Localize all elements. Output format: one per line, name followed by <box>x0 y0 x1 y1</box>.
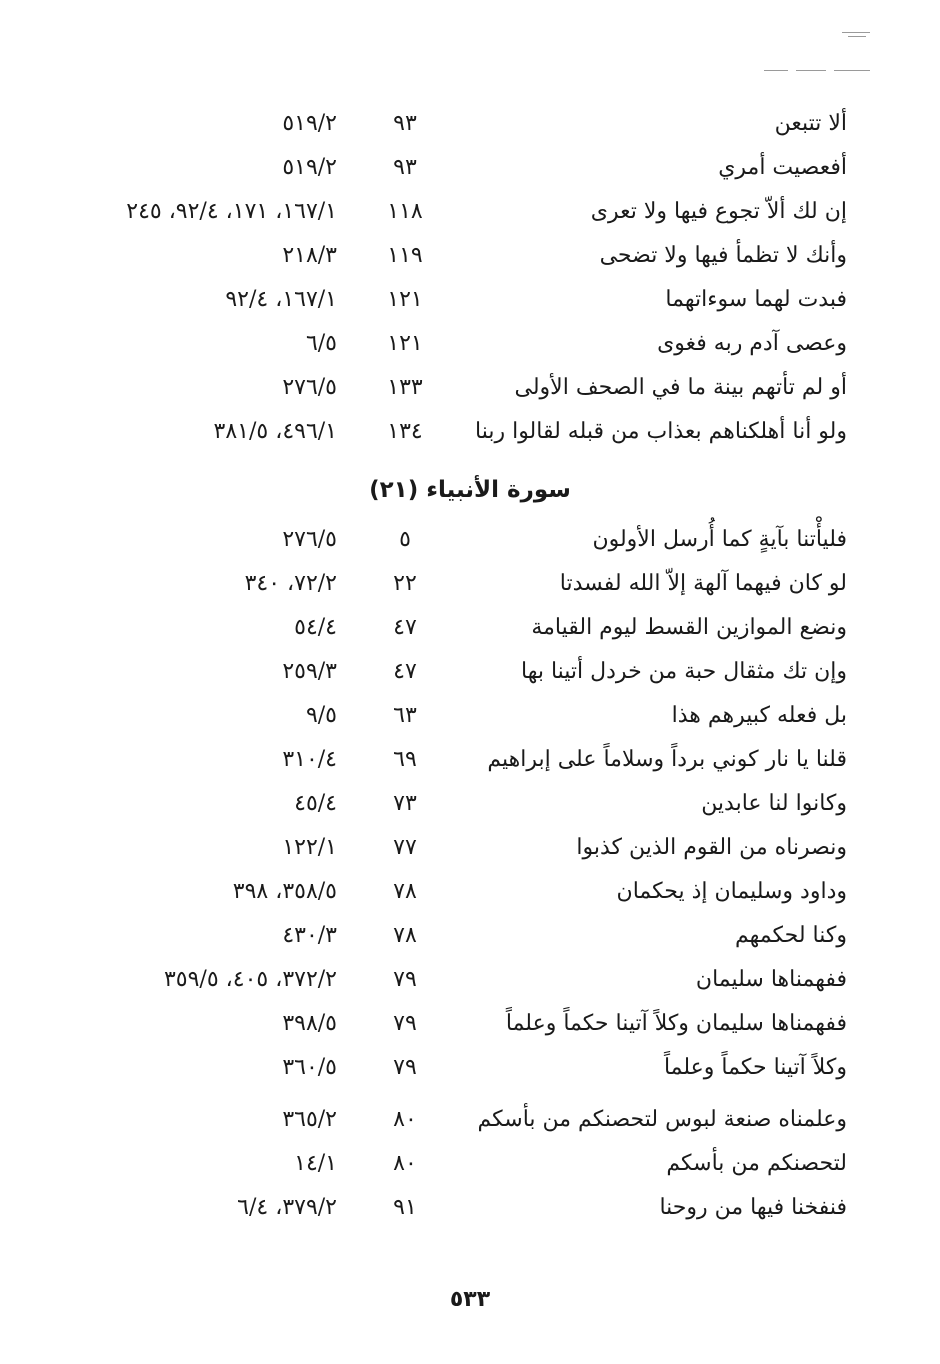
index-row <box>0 562 940 606</box>
verse-text: فبدت لهما سوءاتهما <box>665 287 847 312</box>
verse-text: إن لك ألاّ تجوع فيها ولا تعرى <box>590 199 847 224</box>
verse-text: ففهمناها سليمان <box>695 967 847 992</box>
page-number: ٥٣٣ <box>449 1287 491 1312</box>
verse-text: ففهمناها سليمان وكلاً آتينا حكماً وعلماً <box>505 1011 847 1036</box>
verse-number: ٦٣ <box>393 703 417 728</box>
verse-number: ١٢١ <box>387 287 423 312</box>
page-reference: ٩/٥ <box>305 703 337 728</box>
verse-number: ٧٩ <box>393 1055 417 1080</box>
verse-number: ٧٩ <box>393 1011 417 1036</box>
page-reference: ٦/٥ <box>305 331 337 356</box>
verse-number: ١٢١ <box>387 331 423 356</box>
index-row <box>0 1186 940 1230</box>
page-reference: ١٤/١ <box>294 1151 337 1176</box>
page-reference: ٣٦٠/٥ <box>282 1055 337 1080</box>
verse-number: ٧٣ <box>393 791 417 816</box>
verse-text: أفعصيت أمري <box>718 155 847 180</box>
page-reference: ٣٧٢/٢، ٤٠٥، ٣٥٩/٥ <box>163 967 337 992</box>
page-reference: ٢٥٩/٣ <box>282 659 337 684</box>
verse-number: ٤٧ <box>393 659 417 684</box>
verse-number: ٢٢ <box>393 571 417 596</box>
index-row <box>0 518 940 562</box>
index-row <box>0 410 940 454</box>
index-row <box>0 234 940 278</box>
page-reference: ٢٧٦/٥ <box>282 375 337 400</box>
page-reference: ٣٥٨/٥، ٣٩٨ <box>232 879 337 904</box>
page-reference: ١٦٧/١، ٩٢/٤ <box>225 287 337 312</box>
verse-number: ١٣٤ <box>387 419 423 444</box>
index-row <box>0 694 940 738</box>
verse-text: بل فعله كبيرهم هذا <box>671 703 847 728</box>
verse-text: ألا تتبعن <box>774 111 847 136</box>
verse-text: وإن تك مثقال حبة من خردل أتينا بها <box>520 659 847 684</box>
page-reference: ٣١٠/٤ <box>282 747 337 772</box>
index-row <box>0 1098 940 1142</box>
index-row <box>0 278 940 322</box>
verse-text: لتحصنكم من بأسكم <box>666 1151 847 1176</box>
verse-number: ١٣٣ <box>387 375 423 400</box>
index-row <box>0 146 940 190</box>
index-row <box>0 1046 940 1090</box>
verse-text: فنفخنا فيها من روحنا <box>659 1195 847 1220</box>
page-reference: ٥١٩/٢ <box>282 155 337 180</box>
page-reference: ٢٧٦/٥ <box>282 527 337 552</box>
page-reference: ٤٥/٤ <box>294 791 337 816</box>
index-row <box>0 958 940 1002</box>
verse-text: وكنا لحكمهم <box>735 923 847 948</box>
verse-number: ٥ <box>399 527 411 552</box>
verse-number: ٨٠ <box>393 1151 417 1176</box>
verse-text: وعلمناه صنعة لبوس لتحصنكم من بأسكم <box>477 1107 847 1132</box>
verse-number: ٧٨ <box>393 923 417 948</box>
scan-specks <box>750 26 870 86</box>
index-row <box>0 870 940 914</box>
page-reference: ٥٤/٤ <box>294 615 337 640</box>
verse-text: ونصرناه من القوم الذين كذبوا <box>576 835 847 860</box>
index-row <box>0 1142 940 1186</box>
page-reference: ١٦٧/١، ١٧١، ٩٢/٤، ٢٤٥ <box>126 199 337 224</box>
index-row <box>0 606 940 650</box>
index-row <box>0 1002 940 1046</box>
page-reference: ٤٣٠/٣ <box>282 923 337 948</box>
verse-text: قلنا يا نار كوني برداً وسلاماً على إبراهيم <box>487 747 847 772</box>
index-row <box>0 826 940 870</box>
index-row <box>0 914 940 958</box>
verse-text: وأنك لا تظمأ فيها ولا تضحى <box>599 243 847 268</box>
verse-number: ١١٨ <box>387 199 423 224</box>
verse-number: ١١٩ <box>387 243 423 268</box>
page-reference: ٧٢/٢، ٣٤٠ <box>244 571 337 596</box>
page-reference: ٢١٨/٣ <box>282 243 337 268</box>
index-row <box>0 322 940 366</box>
verse-number: ٩١ <box>393 1195 417 1220</box>
page-reference: ٥١٩/٢ <box>282 111 337 136</box>
verse-number: ٤٧ <box>393 615 417 640</box>
page-reference: ٣٦٥/٢ <box>282 1107 337 1132</box>
verse-text: فليأْتنا بآيةٍ كما أُرسل الأولون <box>592 527 847 552</box>
verse-number: ٨٠ <box>393 1107 417 1132</box>
verse-number: ٩٣ <box>393 155 417 180</box>
index-row <box>0 782 940 826</box>
verse-text: وكلاً آتينا حكماً وعلماً <box>663 1055 847 1080</box>
index-row <box>0 366 940 410</box>
page-reference: ٤٩٦/١، ٣٨١/٥ <box>213 419 337 444</box>
verse-text: أو لم تأتهم بينة ما في الصحف الأولى <box>514 375 847 400</box>
verse-number: ٧٩ <box>393 967 417 992</box>
verse-number: ٧٨ <box>393 879 417 904</box>
page-reference: ٣٩٨/٥ <box>282 1011 337 1036</box>
verse-number: ٦٩ <box>393 747 417 772</box>
surah-heading: سورة الأنبياء (٢١) <box>369 477 571 503</box>
verse-text: ولو أنا أهلكناهم بعذاب من قبله لقالوا ربنا <box>475 419 847 444</box>
index-row <box>0 102 940 146</box>
verse-text: لو كان فيهما آلهة إلاّ الله لفسدتا <box>559 571 847 596</box>
verse-text: وعصى آدم ربه فغوى <box>657 331 847 356</box>
index-row <box>0 738 940 782</box>
index-row <box>0 650 940 694</box>
page-reference: ٣٧٩/٢، ٦/٤ <box>237 1195 337 1220</box>
page-reference: ١٢٢/١ <box>282 835 337 860</box>
verse-text: وكانوا لنا عابدين <box>701 791 847 816</box>
index-row <box>0 190 940 234</box>
verse-number: ٧٧ <box>393 835 417 860</box>
verse-text: وداود وسليمان إذ يحكمان <box>616 879 847 904</box>
verse-text: ونضع الموازين القسط ليوم القيامة <box>531 615 847 640</box>
verse-number: ٩٣ <box>393 111 417 136</box>
